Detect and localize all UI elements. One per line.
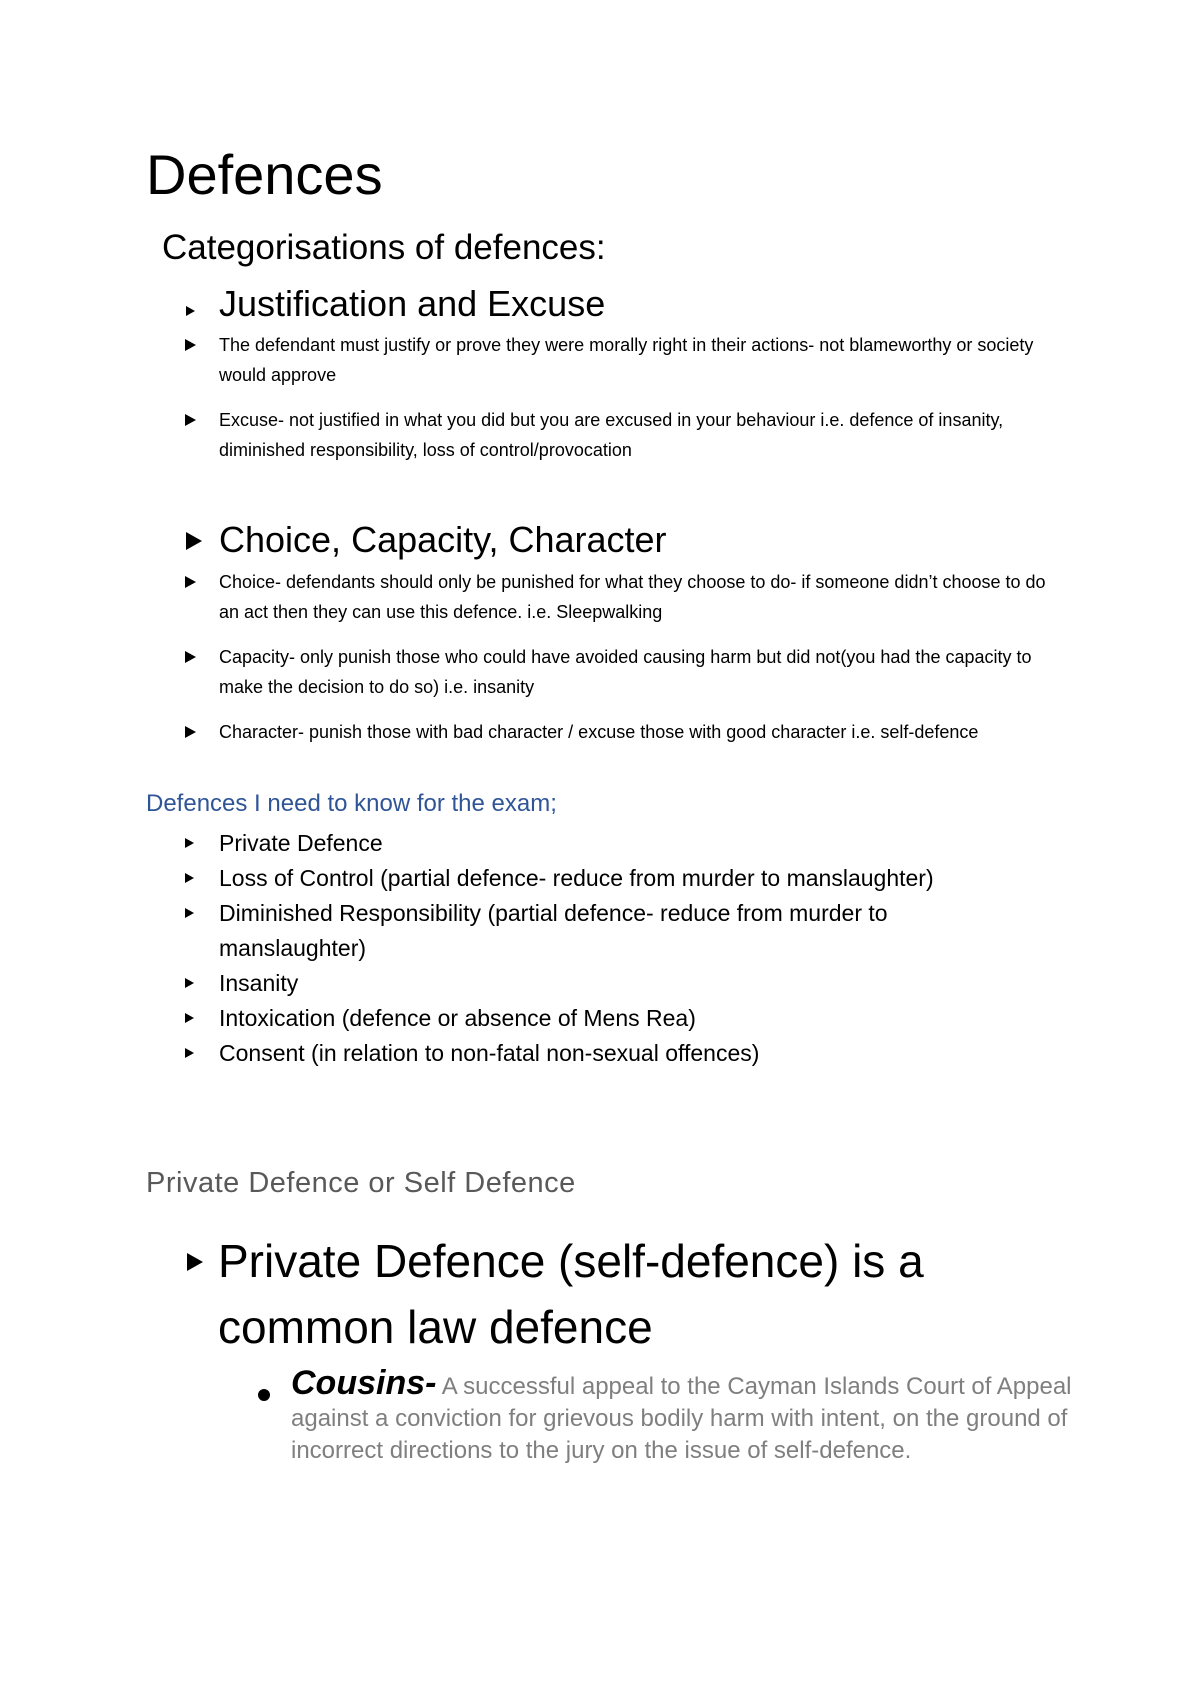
bullet-dot-icon [258, 1389, 270, 1401]
subtitle: Categorisations of defences: [162, 228, 606, 267]
bullet-arrow-icon [185, 1048, 194, 1058]
list-item: Intoxication (defence or absence of Mens Rea) [219, 1005, 696, 1031]
bullet-arrow-icon [185, 651, 196, 663]
list-item: Consent (in relation to non-fatal non-sexual offences) [219, 1040, 760, 1066]
bullet-arrow-icon [185, 908, 194, 918]
page-title: Defences [146, 143, 383, 206]
bullet-arrow-icon [186, 532, 202, 550]
bullet-arrow-icon [185, 726, 196, 738]
list-item: The defendant must justify or prove they were morally right in their actions- not blameworthy or society would approve [219, 335, 1034, 385]
list-item: Insanity [219, 970, 299, 996]
exam-heading: Defences I need to know for the exam; [146, 790, 557, 817]
bullet-arrow-icon [185, 838, 194, 848]
private-defence-heading: Private Defence or Self Defence [146, 1167, 576, 1199]
bullet-arrow-icon [185, 576, 196, 588]
list-item: Character- punish those with bad character / excuse those with good character i.e. self-defence [219, 722, 979, 742]
list-item: Excuse- not justified in what you did but you are excused in your behaviour i.e. defence of insanity, diminished responsibility, loss of control/provocation [219, 410, 1004, 460]
case-name: Cousins- [291, 1364, 437, 1402]
section-heading: Choice, Capacity, Character [219, 519, 667, 560]
bullet-arrow-icon [185, 339, 196, 351]
bullet-arrow-icon [186, 306, 195, 316]
bullet-arrow-icon [185, 414, 196, 426]
case-cousins [291, 1364, 1081, 1467]
section-heading: Justification and Excuse [219, 283, 606, 324]
list-item: Loss of Control (partial defence- reduce from murder to manslaughter) [219, 865, 934, 891]
list-item: Private Defence [219, 830, 383, 856]
bullet-arrow-icon [185, 978, 194, 988]
list-item: Diminished Responsibility (partial defence- reduce from murder to manslaughter) [219, 900, 888, 961]
bullet-arrow-icon [187, 1253, 203, 1271]
list-item: Choice- defendants should only be punished for what they choose to do- if someone didn’t choose to do an act then they can use this defence. i.e. Sleepwalking [219, 572, 1046, 622]
list-item: Capacity- only punish those who could have avoided causing harm but did not(you had the capacity to make the decision to do so) i.e. insanity [219, 647, 1032, 697]
private-defence-main-point: Private Defence (self-defence) is a common law defence [218, 1235, 924, 1353]
bullet-arrow-icon [185, 873, 194, 883]
bullet-arrow-icon [185, 1013, 194, 1023]
case-description: A successful appeal to the Cayman Islands Court of Appeal against a conviction for grievous bodily harm with intent, on the ground of incorrect directions to the jury on the issue of self-defence. [291, 1373, 1072, 1464]
